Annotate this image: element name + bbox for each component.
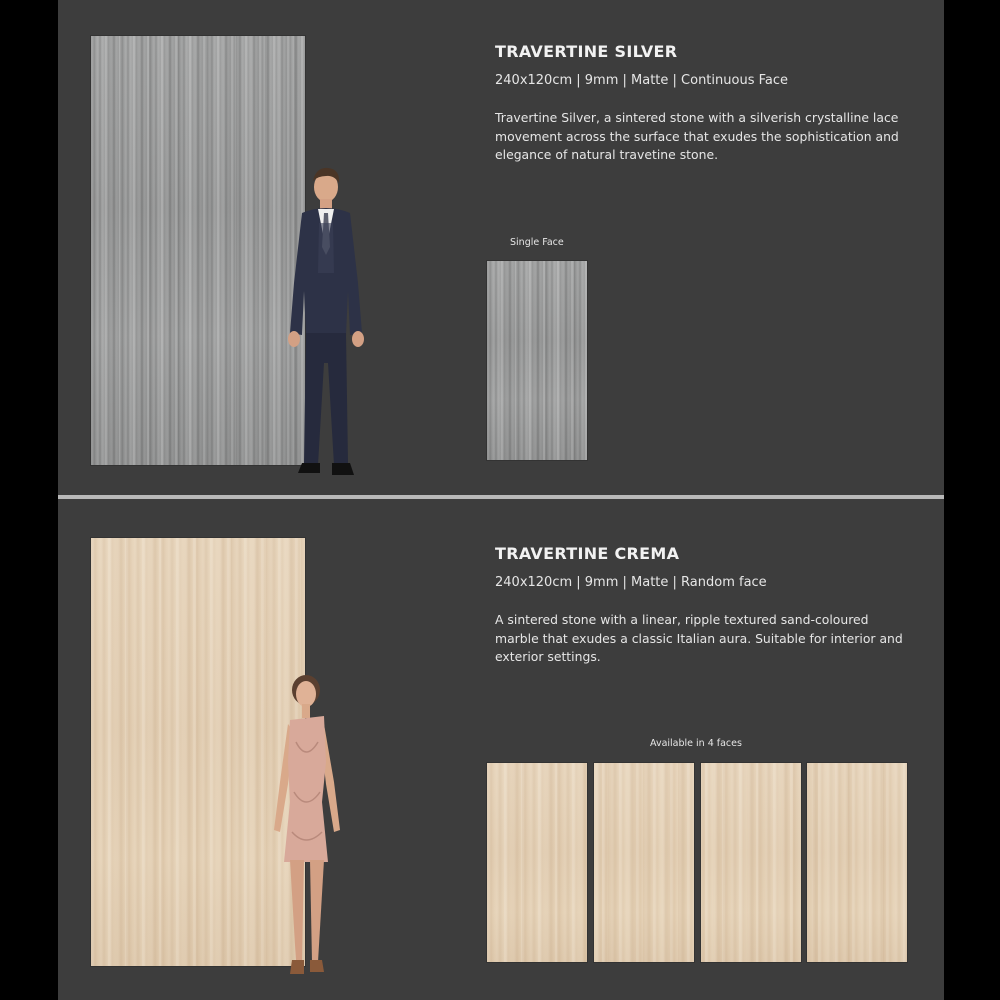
man-in-suit-figure bbox=[276, 163, 376, 485]
face-swatch-1 bbox=[487, 763, 587, 962]
product-section-travertine-silver bbox=[0, 0, 1000, 495]
face-swatch bbox=[487, 261, 587, 460]
product-description: Travertine Silver, a sintered stone with a silverish crystalline lace movement across the surface that exudes the sophistication and elegance of natural travetine stone. bbox=[495, 110, 899, 162]
product-description: A sintered stone with a linear, ripple textured sand-coloured marble that exudes a classic Italian aura. Suitable for interior and exterior settings. bbox=[495, 612, 903, 664]
product-section-travertine-crema bbox=[0, 500, 1000, 1000]
faces-caption: Available in 4 faces bbox=[650, 738, 742, 749]
section-divider bbox=[58, 495, 944, 499]
face-swatch-4 bbox=[807, 763, 907, 962]
woman-in-dress-figure bbox=[262, 672, 352, 990]
product-specs: 240x120cm | 9mm | Matte | Continuous Face bbox=[495, 73, 788, 88]
face-swatch-3 bbox=[701, 763, 801, 962]
product-specs: 240x120cm | 9mm | Matte | Random face bbox=[495, 575, 767, 590]
product-title: TRAVERTINE SILVER bbox=[495, 42, 678, 61]
product-title: TRAVERTINE CREMA bbox=[495, 544, 680, 563]
large-slab-swatch bbox=[91, 36, 305, 465]
face-swatch-2 bbox=[594, 763, 694, 962]
faces-caption: Single Face bbox=[510, 237, 564, 248]
